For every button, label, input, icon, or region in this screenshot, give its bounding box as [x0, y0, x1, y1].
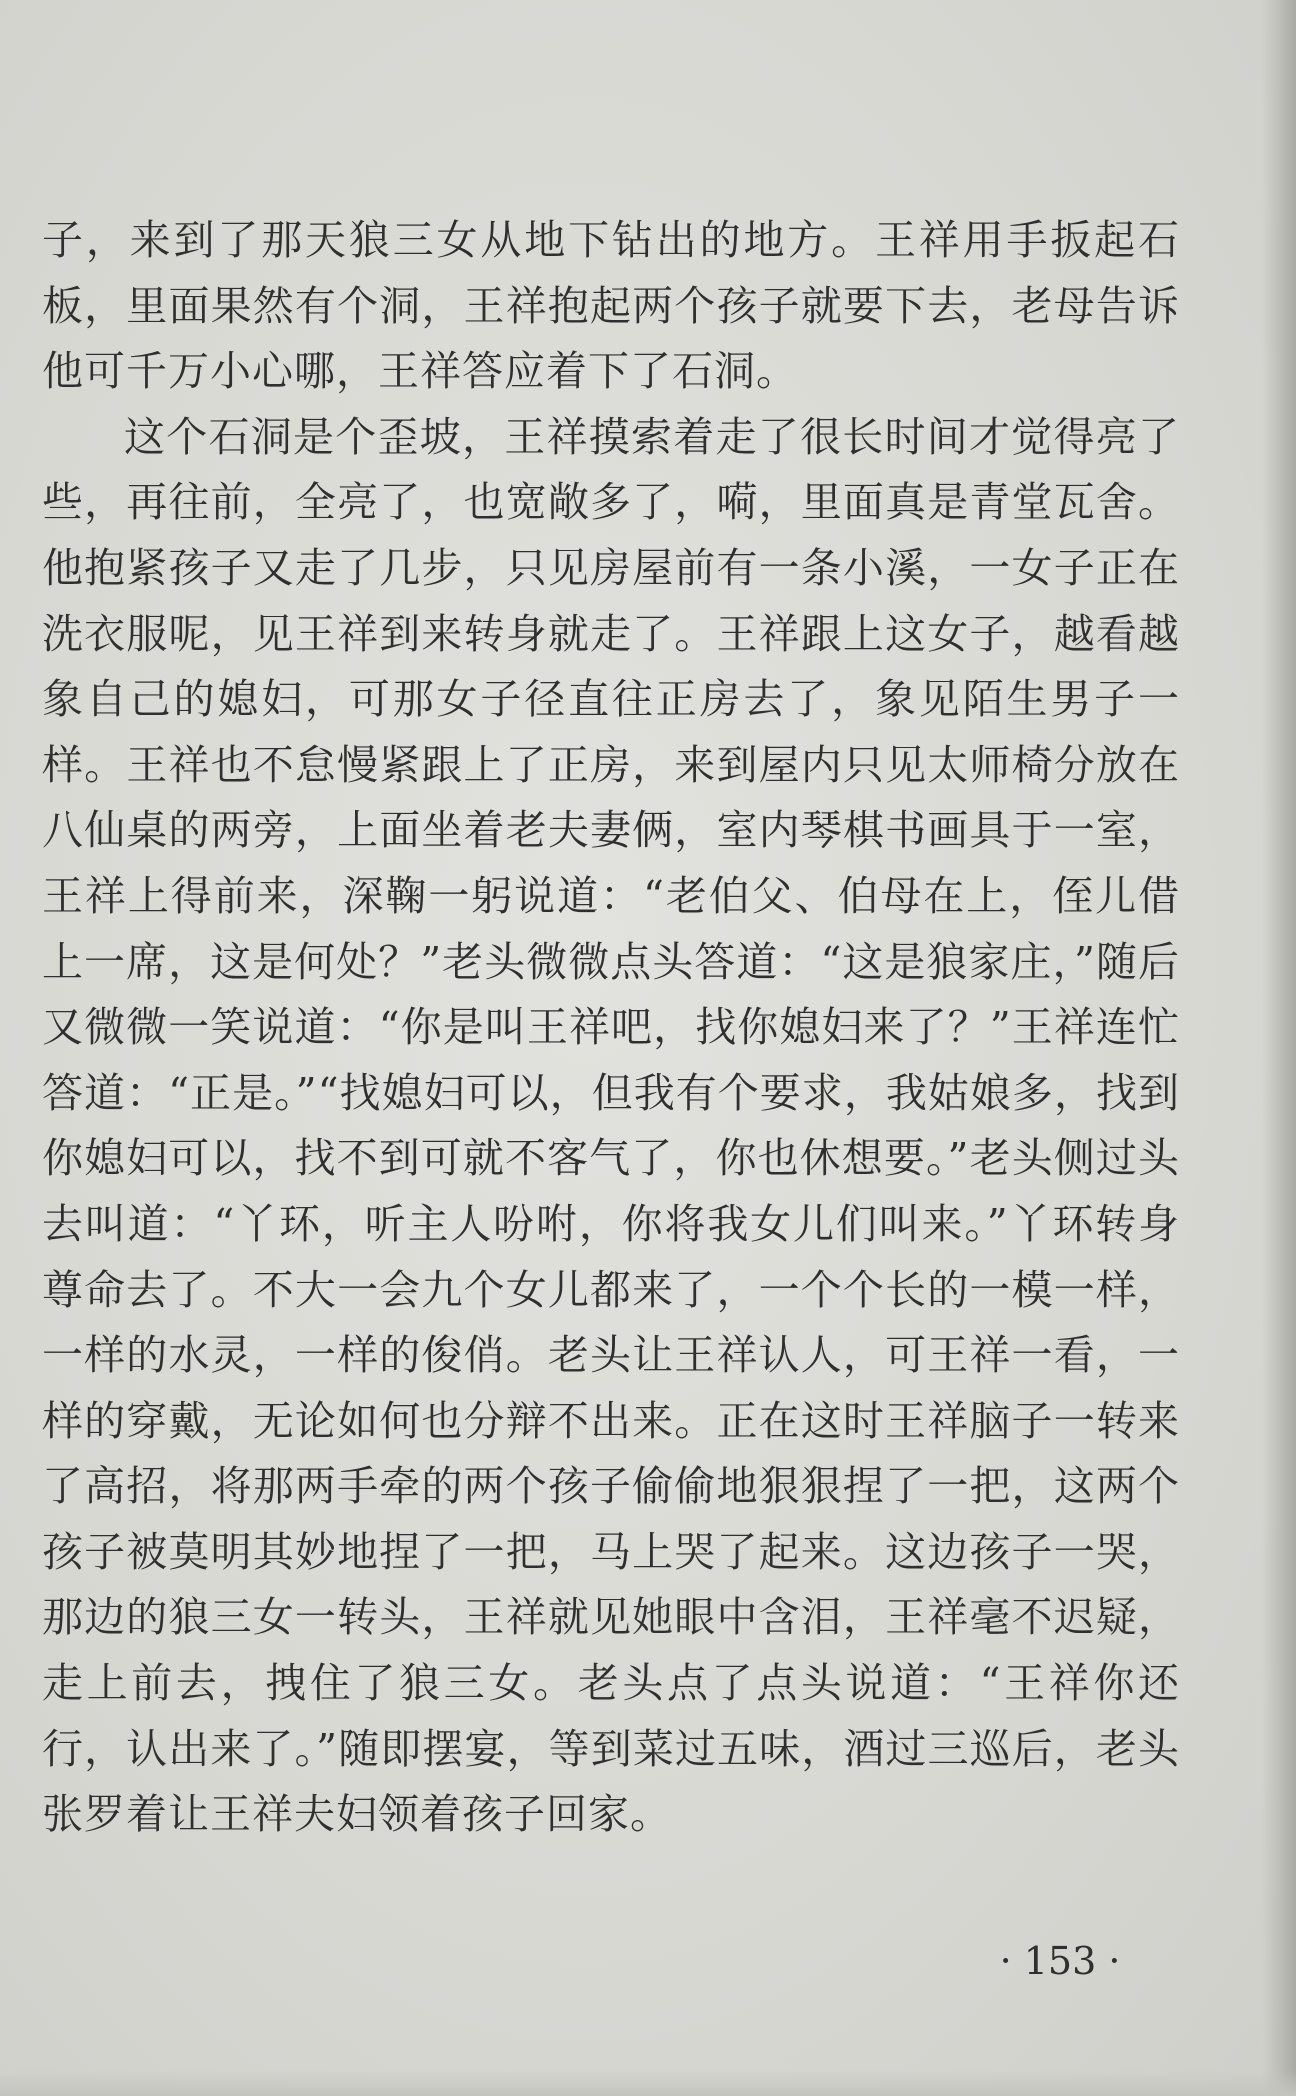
paragraph-continued: 子，来到了那天狼三女从地下钻出的地方。王祥用手扳起石板，里面果然有个洞，王祥抱起两个孩子就要下去，老母告诉他可千万小心哪，王祥答应着下了石洞。	[42, 216, 1180, 396]
page-edge-shadow	[1262, 0, 1296, 2096]
page-number: · 153 ·	[999, 1939, 1121, 1983]
paragraph: 这个石洞是个歪坡，王祥摸索着走了很长时间才觉得亮了些，再往前，全亮了，也宽敞多了，嗬，里面真是青堂瓦舍。他抱紧孩子又走了几步，只见房屋前有一条小溪，一女子正在洗衣服呢，见王祥到来转身就走了。王祥跟上这女子，越看越象自己的媳妇，可那女子径直往正房去了，象见陌生男子一样。王祥也不怠慢紧跟上了正房，来到屋内只见太师椅分放在八仙桌的两旁，上面坐着老夫妻俩，室内琴棋书画具于一室，王祥上得前来，深鞠一躬说道：“老伯父、伯母在上，侄儿借上一席，这是何处？”老头微微点头答道：“这是狼家庄，”随后又微微一笑说道：“你是叫王祥吧，找你媳妇来了？”王祥连忙答道：“正是。”“找媳妇可以，但我有个要求，我姑娘多，找到你媳妇可以，找不到可就不客气了，你也休想要。”老头侧过头去叫道：“丫环，听主人吩咐，你将我女儿们叫来。”丫环转身尊命去了。不大一会九个女儿都来了，一个个长的一模一样，一样的水灵，一样的俊俏。老头让王祥认人，可王祥一看，一样的穿戴，无论如何也分辩不出来。正在这时王祥脑子一转来了高招，将那两手牵的两个孩子偷偷地狠狠捏了一把，这两个孩子被莫明其妙地捏了一把，马上哭了起来。这边孩子一哭，那边的狼三女一转头，王祥就见她眼中含泪，王祥毫不迟疑，走上前去，拽住了狼三女。老头点了点头说道：“王祥你还行，认出来了。”随即摆宴，等到菜过五味，酒过三巡后，老头张罗着让王祥夫妇领着孩子回家。	[42, 412, 1180, 1839]
body-text	[42, 208, 1180, 1848]
page-bottom-shadow	[0, 2070, 1296, 2096]
